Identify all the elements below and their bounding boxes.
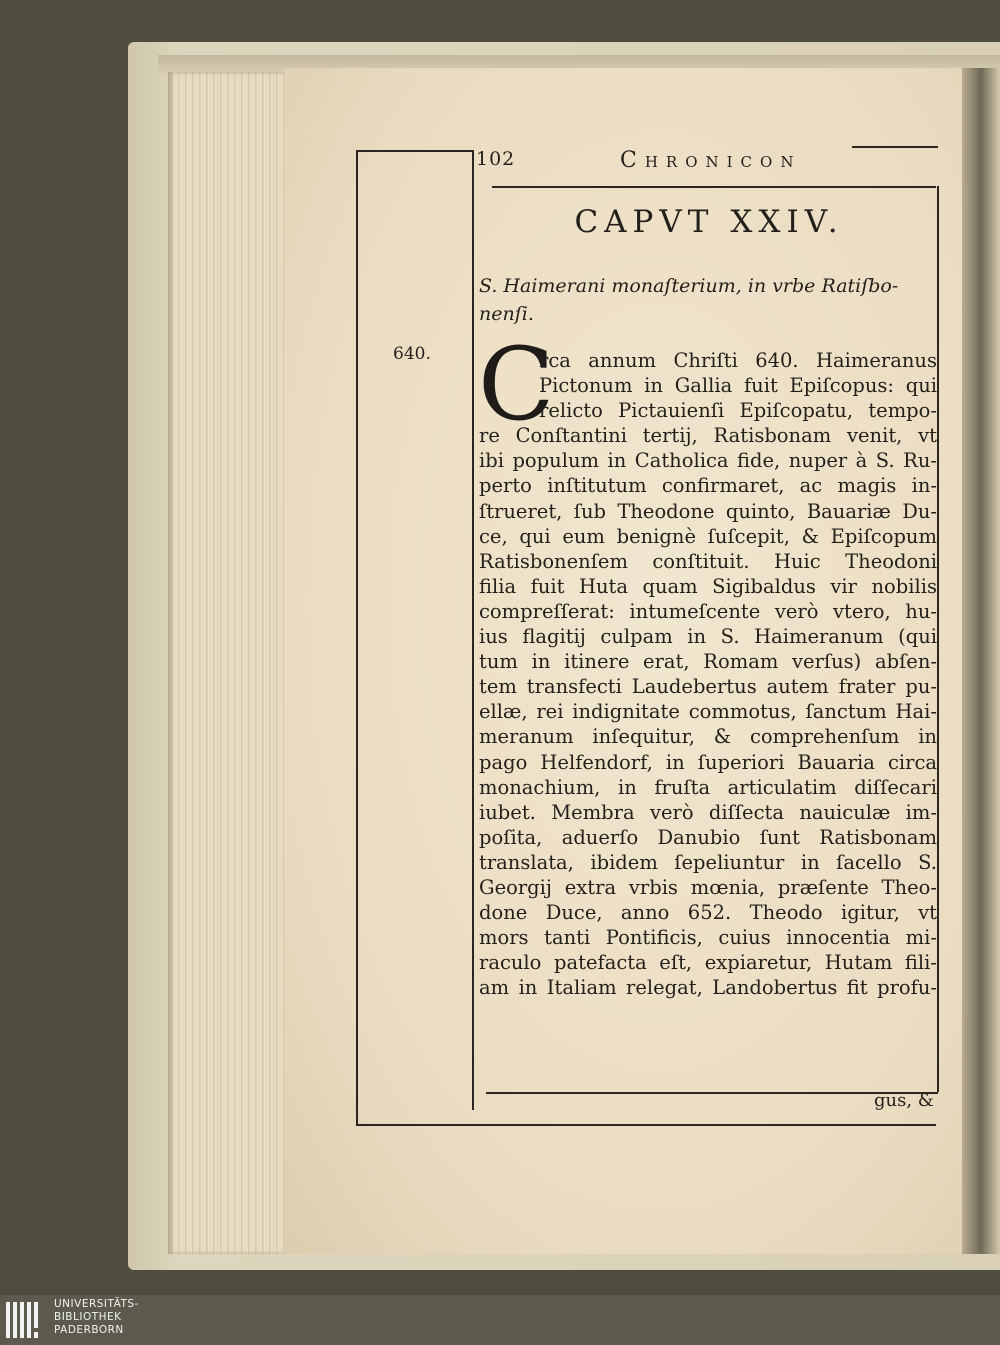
text-line: Ratisbonenſem conſtituit. Huic Theodoni	[479, 549, 937, 573]
text-line: iubet. Membra verò diſſecta nauiculæ im-	[479, 800, 937, 824]
body-text	[479, 348, 937, 1000]
library-footer	[0, 1295, 1000, 1345]
library-name-line: UNIVERSITÄTS-	[54, 1298, 139, 1310]
library-name	[54, 1298, 139, 1337]
frame-top-rule	[356, 150, 472, 152]
chapter-summary	[479, 272, 939, 328]
text-line: Georgij extra vrbis mœnia, præſente Theo-	[479, 875, 937, 899]
text-line: done Duce, anno 652. Theodo igitur, vt	[479, 901, 937, 925]
text-line: tum in itinere erat, Romam verſus) abſen-	[479, 650, 937, 674]
book-gutter	[962, 68, 1000, 1254]
text-line: ius flagitij culpam in S. Haimeranum (qui	[479, 625, 937, 649]
text-line: ellæ, rei indignitate commotus, ſanctum Hai-	[479, 700, 937, 724]
text-line: mors tanti Pontificis, cuius innocentia mi-	[479, 926, 937, 950]
text-line: poſita, aduerſo Danubio ſunt Ratisbonam	[479, 825, 937, 849]
frame-bottom-rule	[356, 1124, 936, 1126]
summary-line: nenſi.	[479, 303, 534, 325]
text-line: tem transfecti Laudebertus autem frater pu-	[479, 675, 937, 699]
text-line: filia fuit Huta quam Sigibaldus vir nobilis	[479, 574, 937, 598]
drop-cap-letter: C	[478, 326, 555, 443]
header-rule	[492, 186, 936, 188]
text-line: pago Helfendorf, in ſuperiori Bauaria circa	[479, 750, 937, 774]
margin-year-note: 640.	[393, 344, 431, 364]
running-title: Chronicon	[620, 148, 802, 173]
text-line: am in Italiam relegat, Landobertus fit profu-	[479, 976, 937, 1000]
chapter-title: CAPVT XXIV.	[574, 204, 844, 240]
text-line: ibi populum in Catholica fide, nuper à S. Ru-	[479, 449, 937, 473]
text-line: perto inſtitutum confirmaret, ac magis in-	[479, 474, 937, 498]
summary-line: S. Haimerani monaſterium, in vrbe Ratiſbo-	[479, 275, 899, 297]
page-edges	[168, 72, 284, 1254]
text-line: monachium, in fruſta articulatim diſſecari	[479, 775, 937, 799]
text-line: ſtrueret, ſub Theodone quinto, Bauariæ Du-	[479, 499, 937, 523]
text-line: meranum inſequitur, & comprehenſum in	[479, 725, 937, 749]
text-line: relicto Pictauienſi Epiſcopatu, tempo-	[539, 399, 937, 423]
text-line: ce, qui eum benignè ſuſcepit, & Epiſcopum	[479, 524, 937, 548]
text-line: re Conſtantini tertij, Ratisbonam venit, vt	[479, 424, 937, 448]
text-line: rca annum Chriſti 640. Haimeranus	[539, 349, 937, 372]
text-line: Pictonum in Gallia fuit Epiſcopus: qui	[539, 374, 937, 398]
library-name-line: BIBLIOTHEK	[54, 1311, 122, 1323]
library-name-line: PADERBORN	[54, 1324, 124, 1336]
page-number: 102	[476, 148, 516, 170]
text-bottom-rule	[486, 1092, 938, 1094]
text-line: compreſſerat: intumeſcente verò vtero, hu-	[479, 599, 937, 623]
text-line: raculo patefacta eſt, expiaretur, Hutam fili-	[479, 951, 937, 975]
catchword: gus, &	[874, 1090, 934, 1111]
frame-left-rule	[356, 150, 358, 1126]
column-left-rule	[472, 150, 474, 1110]
frame-top-right-rule	[852, 146, 938, 148]
library-logo-icon	[6, 1298, 46, 1342]
text-line: translata, ibidem ſepeliuntur in ſacello S.	[479, 850, 937, 874]
